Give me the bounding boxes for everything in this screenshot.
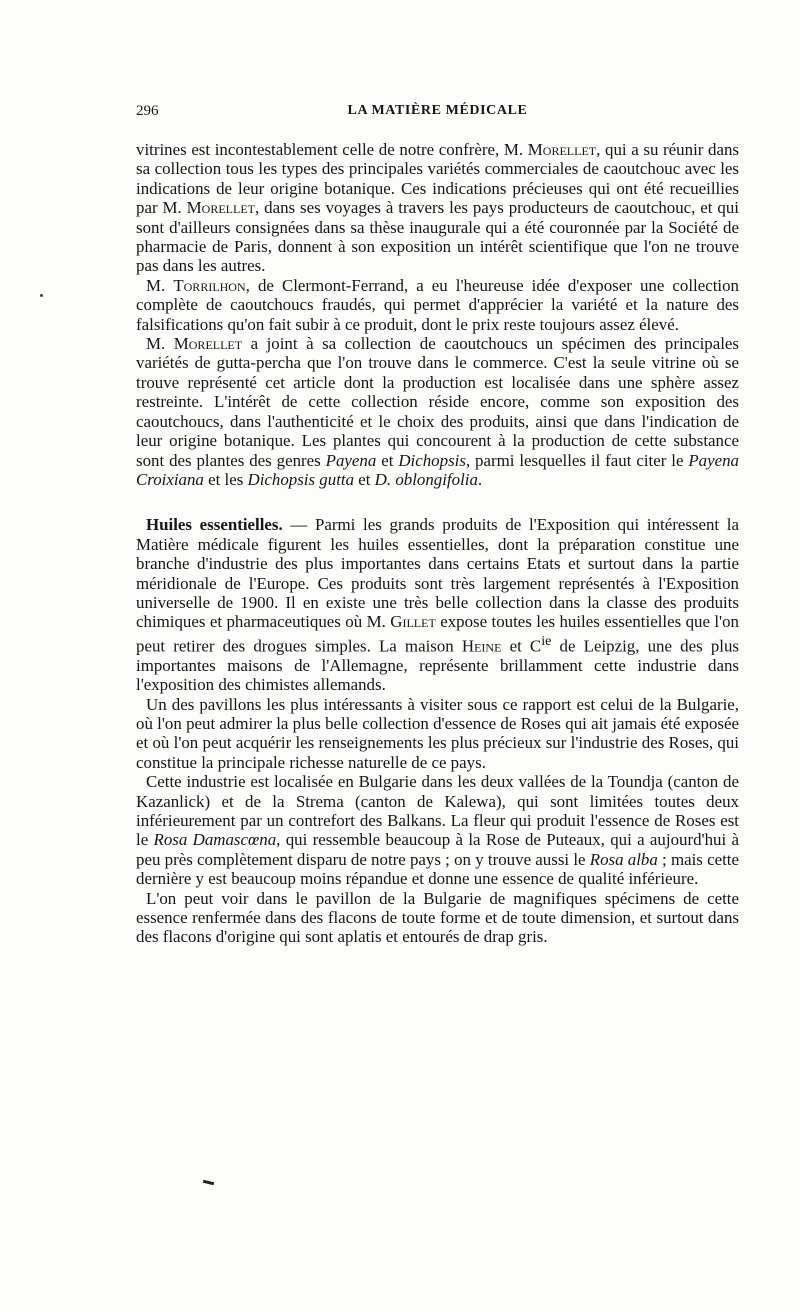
paragraph-bulgarie: Un des pavillons les plus intéressants à visiter sous ce rapport est celui de la Bulgarie, où l'on peut admirer la plus belle collection d'essence de Roses qui ait jamais été exposée et où l'on peut acquérir les renseignements les plus précieux sur l'industrie des Roses, qui constitue la principale richesse naturelle de ce pays.	[136, 694, 739, 772]
person-name: Morellet	[186, 198, 255, 218]
ink-mark	[203, 1180, 214, 1186]
species-name: Dichopsis gutta	[247, 469, 355, 489]
genus-name: Dichopsis	[398, 450, 466, 470]
running-head	[136, 103, 739, 125]
species-name: Rosa Damascœna	[153, 830, 277, 850]
genus-name: Payena	[325, 450, 377, 470]
section-spacer	[136, 489, 739, 515]
paragraph-huiles-essentielles: Huiles essentielles. — Parmi les grands produits de l'Exposition qui intéressent la Matière médicale figurent les huiles essentielles, dont la préparation constitue une branche d'industrie des plus importantes dans certains Etats et surtout dans la partie méridionale de l'Europe. Ces produits sont très largement représentés à l'Exposition universelle de 1900. Il en existe une très belle collection dans la classe des produits chimiques et pharmaceutiques où M. Gillet expose toutes les huiles essentielles que l'on peut retirer des drogues simples. La maison Heine et $C^{ie}$ de Leipzig, une des plus importantes maisons de l'Allemagne, représente brillamment cette industrie dans l'exposition des chimistes allemands.	[136, 515, 739, 695]
species-name: Payena Croixiana	[136, 450, 740, 489]
margin-speck	[40, 294, 43, 297]
species-name: Rosa alba	[589, 849, 658, 869]
person-name: Morellet	[173, 334, 243, 354]
paragraph-gutta-percha: M. Morellet a joint à sa collection de caoutchoucs un spécimen des principales variétés de gutta-percha que l'on trouve dans le commerce. C'est la seule vitrine où se trouve représenté cet article dont la production est localisée dans une sphère assez restreinte. L'intérêt de cette collection réside encore, comme son exposition des caoutchoucs, dans l'authenticité et le choix des produits, ainsi que dans l'indication de leur origine botanique. Les plantes qui concourent à la production de cette substance sont des plantes des genres Payena et Dichopsis, parmi lesquelles il faut citer le Payena Croixiana et les Dichopsis gutta et D. oblongifolia.	[136, 334, 740, 489]
paragraph-morellet-caoutchouc: vitrines est incontestablement celle de notre confrère, M. Morellet, qui a su réunir dans sa collection tous les types des principales variétés commerciales de caoutchouc avec les indications de leur origine botanique. Ces indications précieuses qui ont été recueillies par M. Morellet, dans ses voyages à travers les pays producteurs de caoutchouc, et qui sont d'ailleurs consignées dans sa thèse inaugurale qui a été couronnée par la Société de pharmacie de Paris, donnent à son exposition un intérêt scientifique que l'on ne trouve pas dans les autres.	[136, 140, 739, 276]
paragraph-toundja: Cette industrie est localisée en Bulgarie dans les deux vallées de la Toundja (canton de Kazanlick) et de la Strema (canton de Kalewa), qui sont limitées toutes deux inférieurement par un contrefort des Balkans. La fleur qui produit l'essence de Roses est le Rosa Damascœna, qui ressemble beaucoup à la Rose de Puteaux, qui a aujourd'hui à peu près complètement disparu de notre pays ; on y trouve aussi le Rosa alba ; mais cette dernière y est beaucoup moins répandue et donne une essence de qualité inférieure.	[136, 772, 739, 889]
page-number: 296	[136, 103, 159, 119]
section-heading: Huiles essentielles.	[146, 515, 283, 535]
superscript: ie	[541, 632, 552, 649]
person-name: Torrilhon	[173, 275, 246, 295]
body-text	[136, 140, 739, 947]
company-name: Heine	[461, 636, 502, 656]
running-title: LA MATIÈRE MÉDICALE	[347, 103, 528, 118]
paragraph-flacons: L'on peut voir dans le pavillon de la Bulgarie de magnifiques spécimens de cette essence renfermée dans des flacons de toute forme et de toute dimension, et surtout dans des flacons d'origine qui sont aplatis et entourés de drap gris.	[136, 888, 739, 947]
species-name: D. oblongifolia	[374, 469, 478, 489]
person-name: Morellet	[527, 140, 597, 159]
paragraph-torrilhon: M. Torrilhon, de Clermont-Ferrand, a eu l'heureuse idée d'exposer une collection complète de caoutchoucs fraudés, qui permet d'apprécier la variété et la nature des falsifications qu'on fait subir à ce produit, dont le prix reste toujours assez élevé.	[136, 275, 739, 334]
person-name: Gillet	[390, 612, 436, 632]
